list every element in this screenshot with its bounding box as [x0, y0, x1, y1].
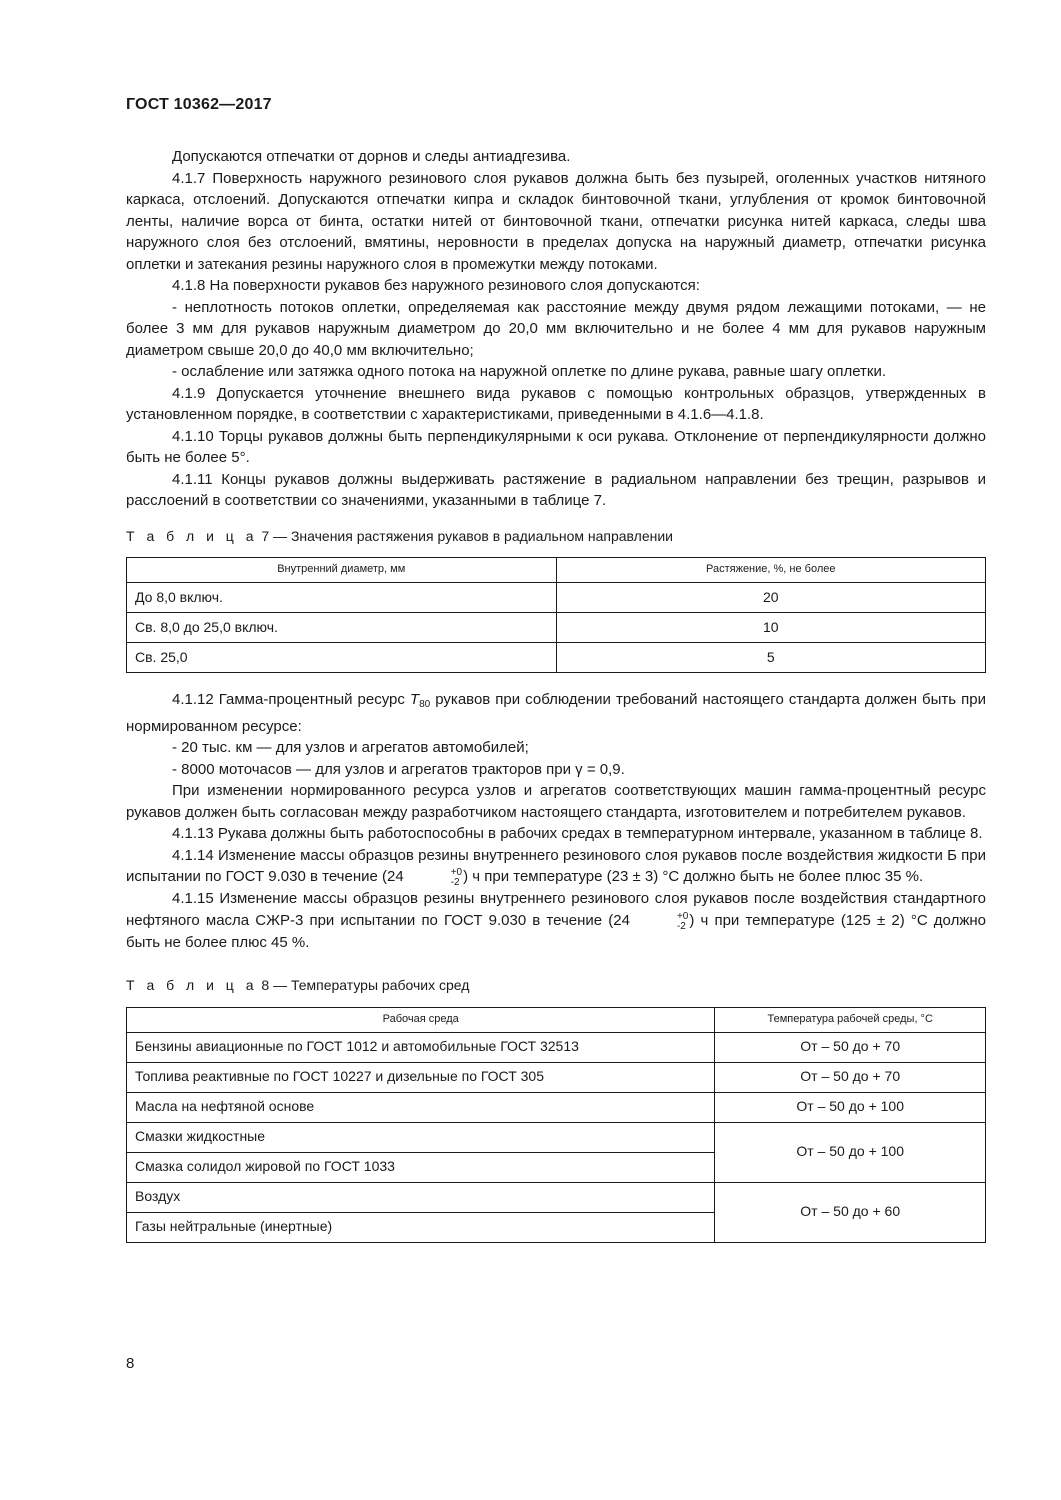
paragraph-4-1-7: 4.1.7 Поверхность наружного резинового слоя рукавов должна быть без пузырей, оголенных участков нитяного каркаса, отслоений. Допускаются отпечатки кипра и складок бинтовочной ткани, углубления от кромок бинтовочной ленты, наличие ворса от бинта, остатки нитей от бинтовочной ткани, отпечатки рисунка нитей каркаса, следы шва наружного слоя без отслоений, вмятины, неровности в пределах допуска на наружный диаметр, отпечатки рисунка оплетки и затекания резины наружного слоя в промежутки между потоками. — [126, 169, 986, 273]
paragraph-4-1-8: 4.1.8 На поверхности рукавов без наружного резинового слоя допускаются: — [172, 277, 700, 294]
table-cell: 20 — [556, 583, 986, 613]
list-item: - неплотность потоков оплетки, определяемая как расстояние между двумя рядом лежащими потоками, — не более 3 мм для рукавов наружным диаметром до 20,0 мм включительно и не более 4 мм для рукавов наружным диаметром свыше 20,0 до 40,0 мм включительно; — [126, 298, 986, 359]
paragraph-4-1-10: 4.1.10 Торцы рукавов должны быть перпендикулярными к оси рукава. Отклонение от перпендикулярности должно быть не более 5°. — [126, 427, 986, 466]
table8-title: 8 — Температуры рабочих сред — [261, 977, 470, 993]
table-cell: От – 50 до + 100 — [715, 1092, 986, 1122]
table-cell: От – 50 до + 60 — [715, 1182, 986, 1242]
table7-title: 7 — Значения растяжения рукавов в радиальном направлении — [261, 527, 673, 544]
table7 — [126, 557, 986, 673]
table-cell: От – 50 до + 70 — [715, 1032, 986, 1062]
table-cell: Св. 8,0 до 25,0 включ. — [127, 613, 557, 643]
table-cell: 10 — [556, 613, 986, 643]
table-row — [127, 643, 986, 673]
table-cell: От – 50 до + 70 — [715, 1062, 986, 1092]
table-row — [127, 613, 986, 643]
table-cell: Воздух — [127, 1182, 715, 1212]
tolerance: +0 -2 — [450, 867, 463, 888]
paragraph-4-1-12: 4.1.12 Гамма-процентный ресурс $T_{80}$ рукавов при соблюдении требований настоящего стандарта должен быть при нормированном ресурсе: — [126, 691, 986, 735]
table-cell: Бензины авиационные по ГОСТ 1012 и автомобильные ГОСТ 32513 — [127, 1032, 715, 1062]
table-cell: Смазки жидкостные — [127, 1122, 715, 1152]
table-header-cell: Температура рабочей среды, °С — [715, 1007, 986, 1032]
paragraph-4-1-11: 4.1.11 Концы рукавов должны выдерживать растяжение в радиальном направлении без трещин, разрывов и расслоений в соответствии со значениями, указанными в таблице 7. — [126, 470, 986, 509]
table-cell: От – 50 до + 100 — [715, 1122, 986, 1182]
table8 — [126, 1007, 986, 1243]
paragraph: Допускаются отпечатки от дорнов и следы антиадгезива. — [172, 148, 571, 165]
table-header-cell: Растяжение, %, не более — [556, 558, 986, 583]
table-header-cell: Внутренний диаметр, мм — [127, 558, 557, 583]
table-cell: Газы нейтральные (инертные) — [127, 1212, 715, 1242]
table-cell: Топлива реактивные по ГОСТ 10227 и дизельные по ГОСТ 305 — [127, 1062, 715, 1092]
list-item: - ослабление или затяжка одного потока на наружной оплетке по длине рукава, равные шагу оплетки. — [172, 363, 887, 380]
table-cell: Масла на нефтяной основе — [127, 1092, 715, 1122]
table-cell: Св. 25,0 — [127, 643, 557, 673]
paragraph-4-1-14: 4.1.14 Изменение массы образцов резины внутреннего резинового слоя рукавов после воздействия жидкости Б при испытании по ГОСТ 9.030 в течение (24 +0 -2 ) ч при температуре (23 ± 3) °С должно быть не более плюс 35 %. — [126, 846, 986, 888]
table-row — [127, 1122, 986, 1152]
list-item: - 20 тыс. км — для узлов и агрегатов автомобилей; — [172, 739, 529, 756]
page-number: 8 — [126, 1355, 135, 1372]
table-row — [127, 583, 986, 613]
table-row — [127, 1062, 986, 1092]
paragraph-4-1-13: 4.1.13 Рукава должны быть работоспособны в рабочих средах в температурном интервале, указанном в таблице 8. — [172, 825, 983, 842]
table-cell: Смазка солидол жировой по ГОСТ 1033 — [127, 1152, 715, 1182]
page-body — [126, 146, 986, 1243]
table-row — [127, 1182, 986, 1212]
table7-caption — [126, 526, 986, 548]
paragraph: При изменении нормированного ресурса узлов и агрегатов соответствующих машин гамма-процентный ресурс рукавов должен быть согласован между разработчиком настоящего стандарта, изготовителем и потребителем рукавов. — [126, 782, 986, 821]
table-row — [127, 1092, 986, 1122]
table-header-row — [127, 1007, 986, 1032]
tolerance: +0 -2 — [676, 910, 689, 932]
paragraph-4-1-9: 4.1.9 Допускается уточнение внешнего вида рукавов с помощью контрольных образцов, утвержденных в установленном порядке, в соответствии с характеристиками, приведенными в 4.1.6—4.1.8. — [126, 384, 986, 423]
document-code: ГОСТ 10362—2017 — [126, 96, 272, 113]
table8-caption — [126, 975, 986, 997]
table-cell: 5 — [556, 643, 986, 673]
table-cell: До 8,0 включ. — [127, 583, 557, 613]
table7-label: Т а б л и ц а — [126, 527, 258, 544]
list-item: - 8000 моточасов — для узлов и агрегатов тракторов при γ = 0,9. — [172, 760, 625, 778]
table-header-row — [127, 558, 986, 583]
table-row — [127, 1032, 986, 1062]
resource-symbol: T — [409, 691, 420, 708]
table8-label: Т а б л и ц а — [126, 977, 258, 993]
table-header-cell: Рабочая среда — [127, 1007, 715, 1032]
paragraph-4-1-15: 4.1.15 Изменение массы образцов резины внутреннего резинового слоя рукавов после воздействия стандартного нефтяного масла СЖР-3 при испытании по ГОСТ 9.030 в течение (24 +0 -2 ) ч при температуре (125 ± 2) °С должно быть не более плюс 45 %. — [126, 890, 986, 951]
